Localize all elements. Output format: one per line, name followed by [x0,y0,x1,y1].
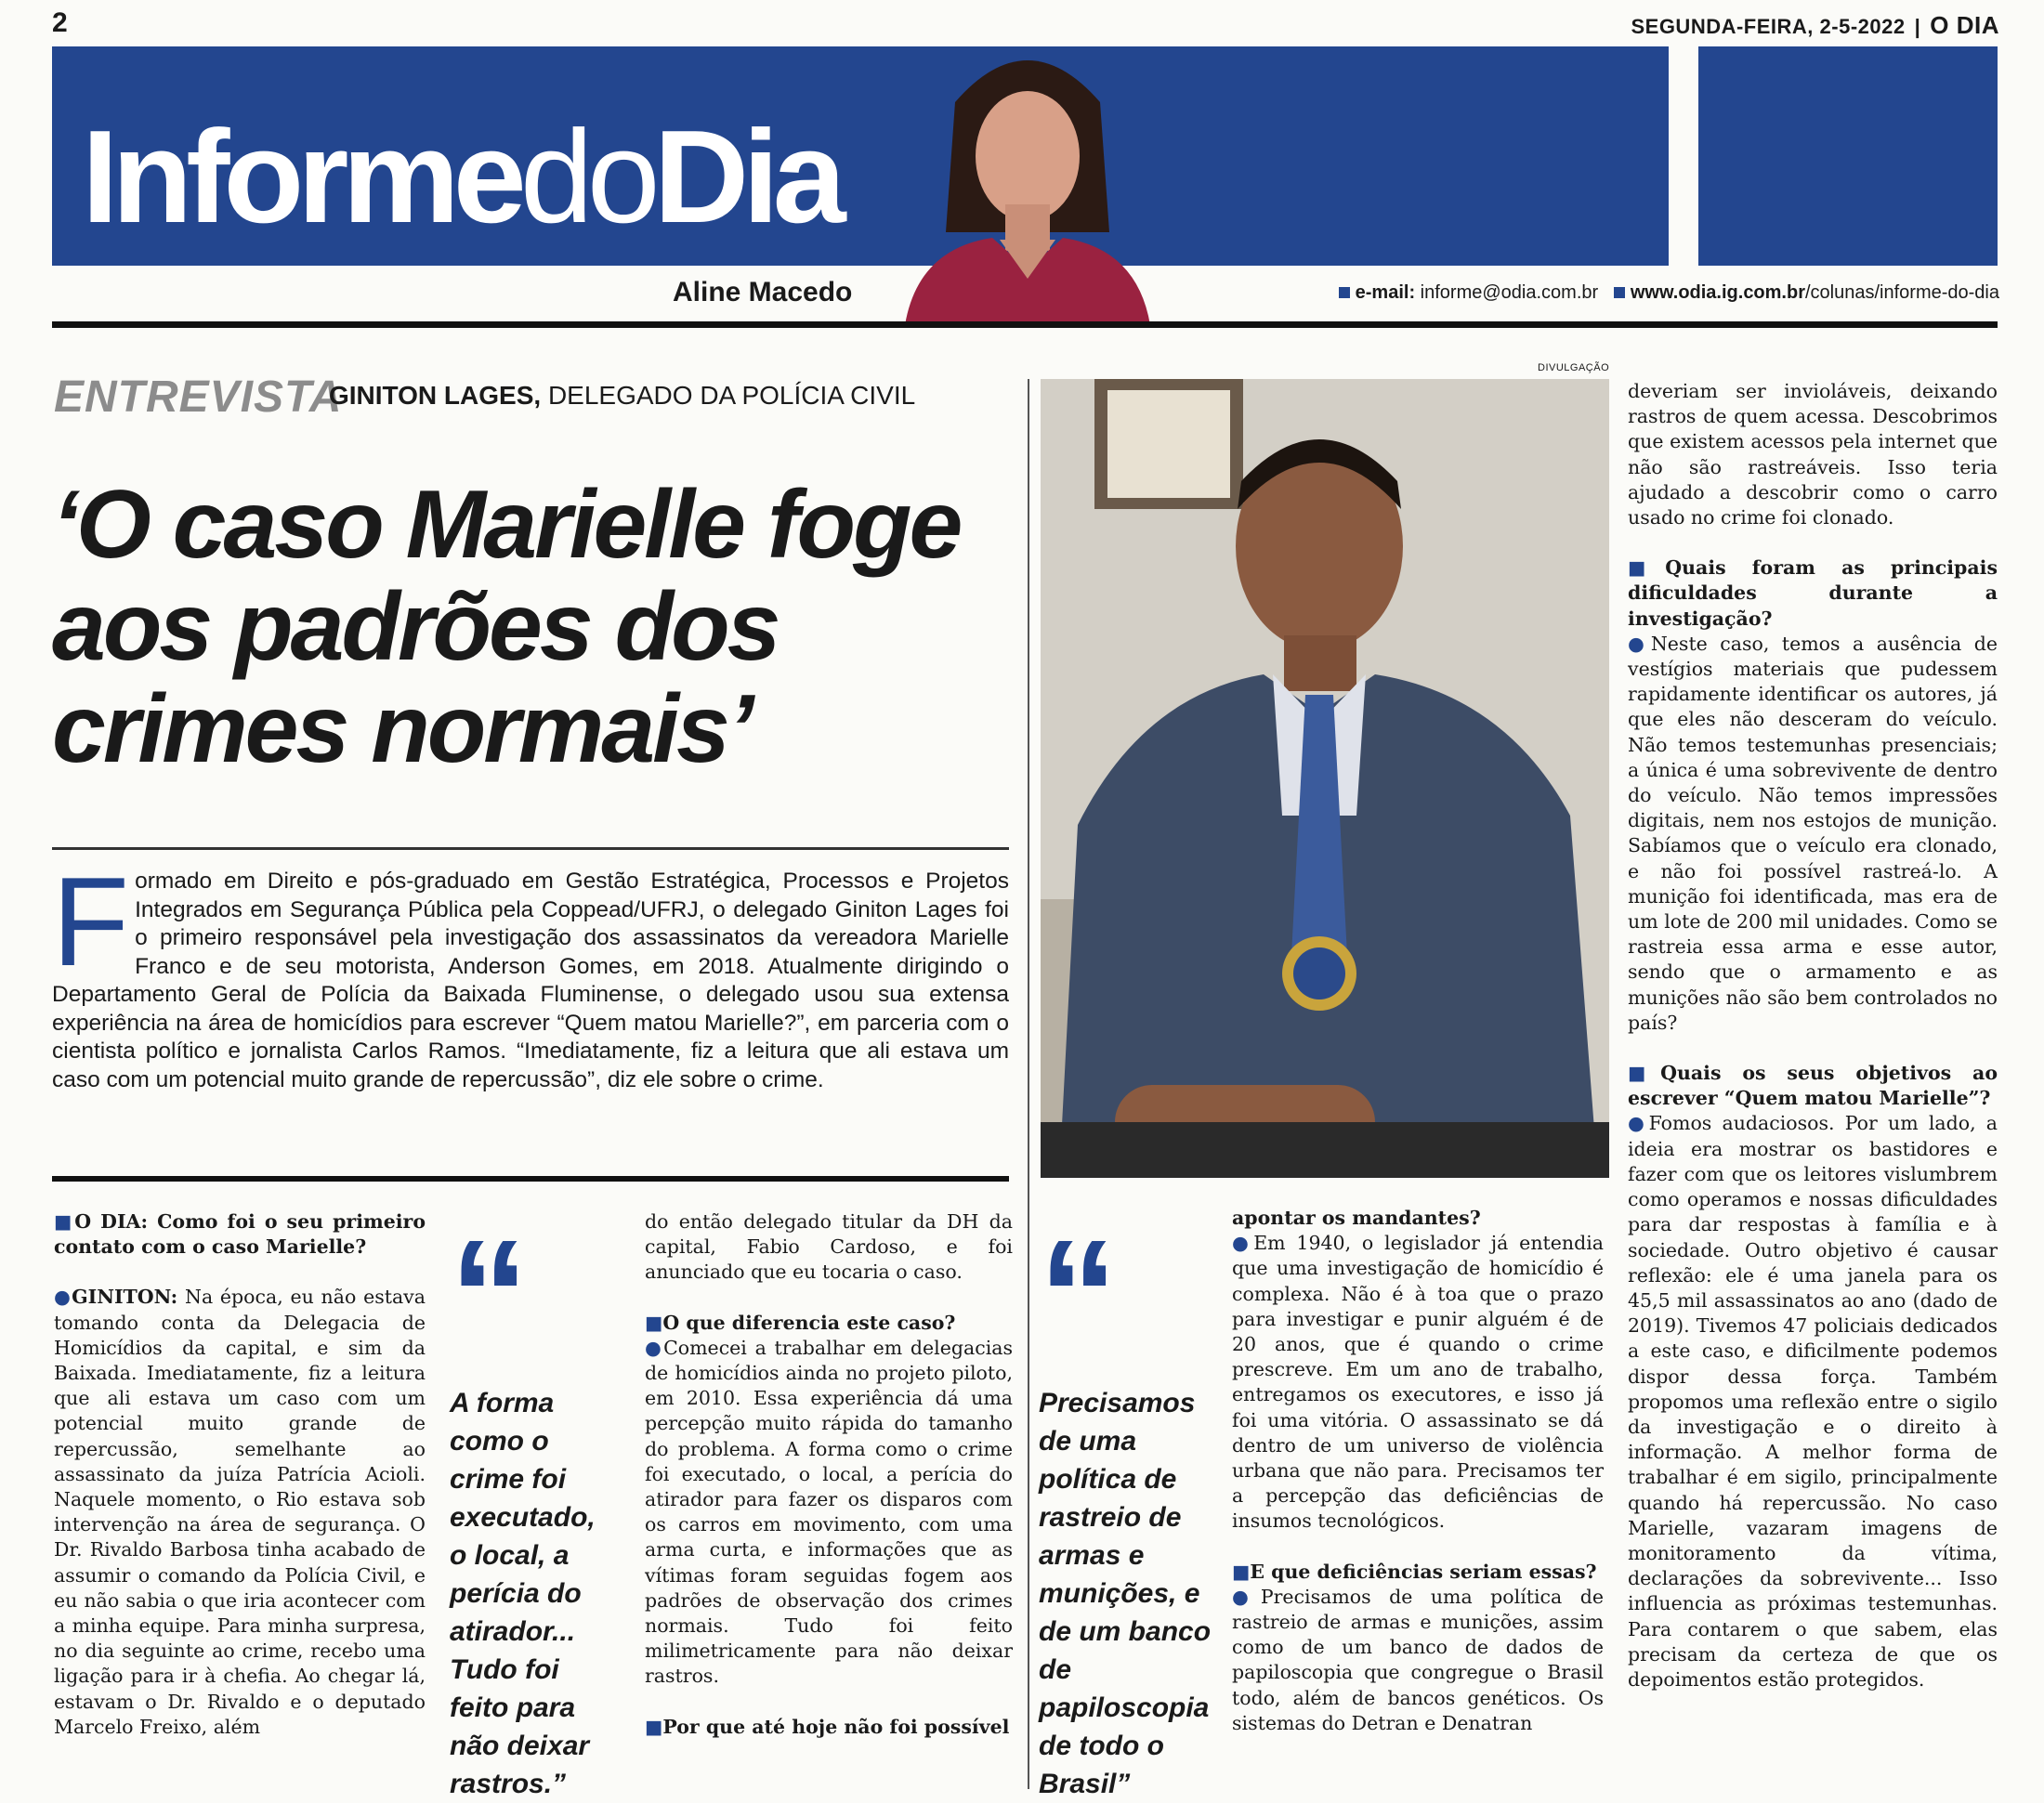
contact-info [1339,282,1999,304]
body-column-1 [54,1209,426,1740]
question: ■O DIA: Como foi o seu primeiro contato com o caso Marielle? [54,1210,426,1259]
answer: ●Comecei a trabalhar em delegacias de homicídios ainda no projeto piloto, em 2010. Essa experiência dá uma percepção muito rápida do tamanho do problema. A forma como o crime foi executado, o local, a perícia do atirador para fazer os disparos com os carros em movimento, com uma arma curta, e informações que as vítimas foram seguidas fogem aos padrões de observação dos crimes normais. Tudo foi feito milimetricamente para não deixar rastros. [645,1336,1013,1688]
pullquote-2 [1039,1208,1221,1803]
quote-mark-icon: “ [1039,1208,1118,1384]
author-name: Aline Macedo [673,277,853,307]
answer-continued: deveriam ser invioláveis, deixando rastros de quem acessa. Descobrimos que existem acessos pela internet que não são rastreáveis. Isso teria ajudado a descobrir como o carro usado no crime foi clonado. [1628,380,1998,529]
intro-rule [52,1176,1009,1182]
answer: ●Precisamos de uma política de rastreio de armas e munições, assim como de um banco de dados de papiloscopia que congregue o Brasil todo, além de bancos genéticos. Os sistemas do Detran e Denatran [1232,1585,1604,1734]
body-column-3 [1232,1206,1604,1736]
drop-cap: F [52,851,130,992]
interviewee-byline: GINITON LAGES, DELEGADO DA POLÍCIA CIVIL [329,381,916,410]
question: ■Quais foram as principais dificuldades durante a investigação? [1628,556,1998,630]
square-icon [1339,287,1350,298]
publication-name: O DIA [1930,11,1999,39]
quote-mark-icon: “ [450,1208,529,1384]
email-link[interactable]: informe@odia.com.br [1420,282,1599,303]
column-logo: InformedoDia [82,103,840,251]
author-photo [890,46,1165,325]
header-rule [52,321,1998,328]
body-column-4 [1628,379,1998,1692]
question: ■E que deficiências seriam essas? [1232,1560,1597,1583]
dateline [1631,11,1999,40]
headline-rule [52,847,1009,850]
page-number: 2 [52,7,68,38]
section-kicker: ENTREVISTA [54,372,343,422]
separator: | [1914,15,1921,38]
pullquote-1 [450,1208,617,1803]
question: ■Quais os seus objetivos ao escrever “Quem matou Marielle”? [1628,1062,1998,1110]
answer: ●Fomos audaciosos. Por um lado, a ideia era mostrar os bastidores e fazer com que os leitores vislumbrem como operamos e nossas dificuldades para dar respostas à família e à sociedade. Outro objetivo é causar reflexão: ele é uma janela para os 45,5 mil assassinatos ao ano (dado de 2019). Tivemos 47 policiais dedicados a este caso, e dificilmente podemos dispor dessa força. Também propomos uma reflexão entre o sigilo da investigação e o direito à informação. A melhor forma de trabalhar é em sigilo, principalmente quando há repercussão. No caso Marielle, vazaram imagens de monitoramento da vítima, declarações da sobrevivente... Isso influencia as próximas testemunhas. Para contarem o que sabem, elas precisam da certeza de que os depoimentos estão protegidos. [1628,1112,1998,1691]
pullquote-text: A forma como o crime foi executado, o local, a perícia do atirador... Tudo foi feito para não deixar rastros.” [450,1388,596,1799]
question: ■Por que até hoje não foi possível [645,1715,1010,1738]
headline: ‘O caso Marielle foge aos padrões dos crimes normais’ [52,471,961,783]
intro-paragraph: Formado em Direito e pós-graduado em Gestão Estratégica, Processos e Projetos Integrados em Segurança Pública pela Coppead/UFRJ, o delegado Giniton Lages foi o primeiro responsável pela investigação dos assassinatos da vereadora Marielle Franco e de seu motorista, Anderson Gomes, em 2018. Atualmente dirigindo o Departamento Geral de Polícia da Baixada Fluminense, o delegado usou sua extensa experiência na área de homicídios para escrever “Quem matou Marielle?”, em parceria com o cientista político e jornalista Carlos Ramos. “Imediatamente, fiz a leitura que ali estava um caso com um potencial muito grande de repercussão”, diz ele sobre o crime. [52,851,1009,1092]
website-link[interactable]: www.odia.ig.com.br/colunas/informe-do-dia [1630,282,1999,303]
interviewee-photo [1041,379,1609,1178]
question-continued: apontar os mandantes? [1232,1207,1481,1229]
answer: ●GINITON: Na época, eu não estava tomando conta da Delegacia de Homicídios da capital, e sim da Baixada. Imediatamente, fiz a leitura que ali estava um caso com um potencial muito grande de repercussão, semelhante ao assassinato da juíza Patrícia Acioli. Naquele momento, o Rio estava sob intervenção na área de segurança. O Dr. Rivaldo Barbosa tinha acabado de assumir o comando da Polícia Civil, e eu não sabia o que iria acontecer com a minha equipe. Para minha surpresa, no dia seguinte ao crime, recebo uma ligação para ir à chefia. Ao chegar lá, estavam o Dr. Rivaldo e o deputado Marcelo Freixo, além [54,1286,426,1738]
photo-credit: DIVULGAÇÃO [1538,362,1610,373]
answer-continued: do então delegado titular da DH da capital, Fabio Cardoso, e foi anunciado que eu tocaria o caso. [645,1210,1013,1284]
square-icon [1614,287,1625,298]
body-column-2 [645,1209,1013,1740]
answer: ●Em 1940, o legislador já entendia que uma investigação de homicídio é complexa. Não é à toa que o prazo para investigar e punir alguém é de 20 anos, que é quando o crime prescreve. Em um ano de trabalho, entregamos os executores, e isso já foi uma vitória. O assassinato se dá dentro de um universo de violência urbana que não para. Precisamos ter a percepção das deficiências de insumos tecnológicos. [1232,1232,1604,1533]
banner-side-block [1698,46,1998,266]
pullquote-text: Precisamos de uma política de rastreio de armas e munições, e de um banco de papiloscopia de todo o Brasil” [1039,1388,1212,1799]
email-label: e-mail: [1355,282,1416,303]
question: ■O que diferencia este caso? [645,1311,956,1334]
date: SEGUNDA-FEIRA, 2-5-2022 [1631,15,1906,38]
answer: ●Neste caso, temos a ausência de vestígios materiais que pudessem rapidamente identificar os autores, já que eles não desceram do veículo. Não temos testemunhas presenciais; a única é uma sobrevivente de dentro do veículo. Não temos impressões digitais, nem nos estojos de munição. Sabíamos que o veículo era clonado, e não foi possível rastreá-lo. A munição foi identificada, mas era de um lote de 200 mil unidades. Como se rastreia essa arma e esse autor, sendo que o armamento e as munições não são bem controlados no país? [1628,632,1998,1034]
column-divider [1028,379,1029,1789]
